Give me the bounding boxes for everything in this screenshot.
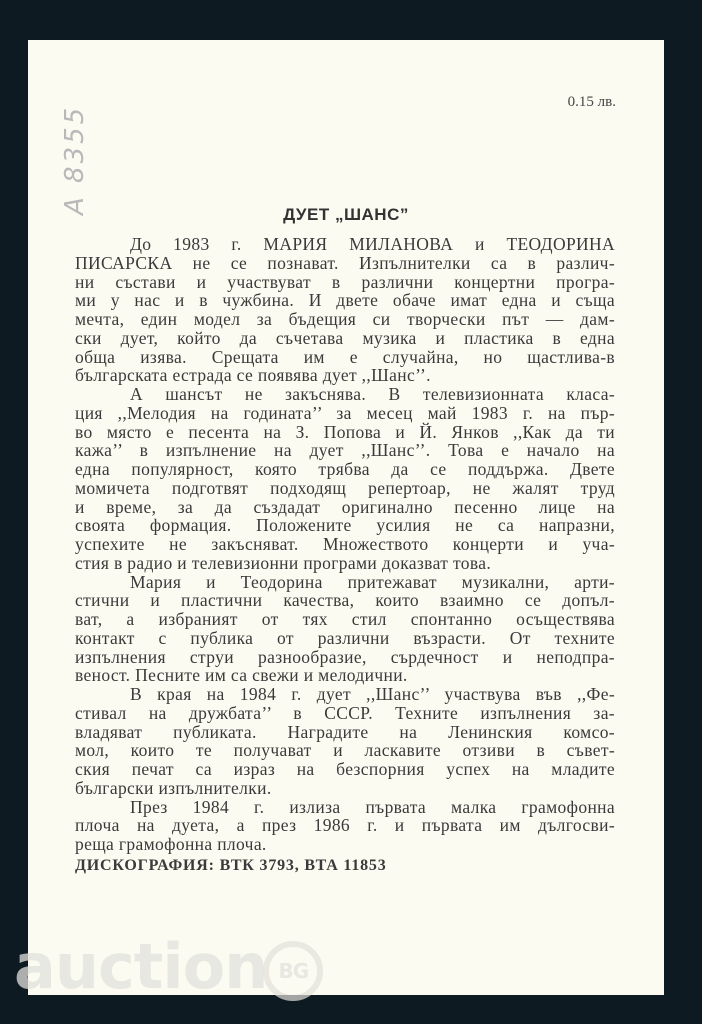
paragraph [75,685,615,798]
text-line: една популярност, която трябва да се поддържа. Двете [75,459,615,479]
text-line: мечта, един модел за бъдещия си творчески път — дам- [75,309,615,329]
text-line: българската естрада се появява дует ,,Шанс’’. [75,365,431,386]
text-line: кажа’’ в изпълнение на дует ,,Шанс’’. Това е начало на [75,440,615,461]
paragraph [75,573,615,686]
text-line: стия в радио и телевизионни програми доказват това. [75,552,492,573]
handwritten-catalog-number: A 8355 [60,104,90,215]
text-line: реща грамофонна плоча. [75,834,267,854]
text-line: стични и пластични качества, които взаимно се допъл- [75,590,615,611]
text-line: През 1984 г. излиза първата малка грамофонна [130,796,615,817]
text-line: ми у нас и в чужбина. И двете обаче имат една и съща [75,290,615,311]
price-label: 0.15 лв. [567,94,616,110]
text-line: контакт с публика от различни възрасти. От техните [75,627,615,648]
text-line: мол, които те получават и ласкавите отзиви в съвет- [75,740,615,761]
article-body [75,235,615,854]
text-line: ПИСАРСКА не се познават. Изпълнителки са в различ- [75,252,615,273]
text-line: ват, а избраният от тях стил спонтанно осъществява [75,609,615,629]
text-line: Мария и Теодорина притежават музикални, арти- [130,571,615,592]
watermark-logo [14,930,323,1003]
text-line: До 1983 г. МАРИЯ МИЛАНОВА и ТЕОДОРИНА [130,234,615,254]
paragraph [75,798,615,854]
document-page [28,40,664,995]
text-line: владяват публиката. Наградите на Ленинския комсо- [75,721,615,742]
text-line: ски дует, който да съчетава музика и пластика в една [75,327,615,348]
document-title: ДУЕТ „ШАНС” [283,205,409,224]
paragraph [75,385,615,573]
text-line: своята формация. Положените усилия не са напразни, [75,515,615,536]
text-line: В края на 1984 г. дует ,,Шанс’’ участвува във ,,Фе- [130,684,615,704]
text-line: момичета подготвят подходящ репертоар, не жалят труд [75,477,615,498]
text-line: А шансът не закъснява. В телевизионната класа- [130,384,615,404]
discography: ДИСКОГРАФИЯ: ВТК 3793, ВТА 11853 [75,857,387,874]
text-line: и време, за да създадат оригинално песенно лице на [75,496,615,517]
text-line: изпълнения струи разнообразие, сърдечност и неподпра- [75,646,615,667]
text-line: ция ,,Мелодия на годината’’ за месец май 1983 г. на пър- [75,402,615,423]
text-line: обща изява. Срещата им е случайна, но щастлива-в [75,346,615,367]
text-line: веност. Песните им са свежи и мелодични. [75,665,408,686]
text-line: ни състави и участвуват в различни концертни програ- [75,271,615,292]
text-line: български изпълнителки. [75,777,272,798]
watermark-badge: BG [263,941,323,1001]
watermark-text: auction [14,930,268,1003]
text-line: плоча на дуета, а през 1986 г. и първата им дългосви- [75,815,615,836]
text-line: стивал на дружбата’’ в СССР. Техните изпълнения за- [75,702,615,723]
text-line: ския печат са израз на безспорния успех на младите [75,759,615,779]
paragraph [75,235,615,385]
text-line: успехите не закъсняват. Множеството концерти и уча- [75,534,615,554]
text-line: во място е песента на З. Попова и Й. Янков ,,Как да ти [75,421,615,442]
